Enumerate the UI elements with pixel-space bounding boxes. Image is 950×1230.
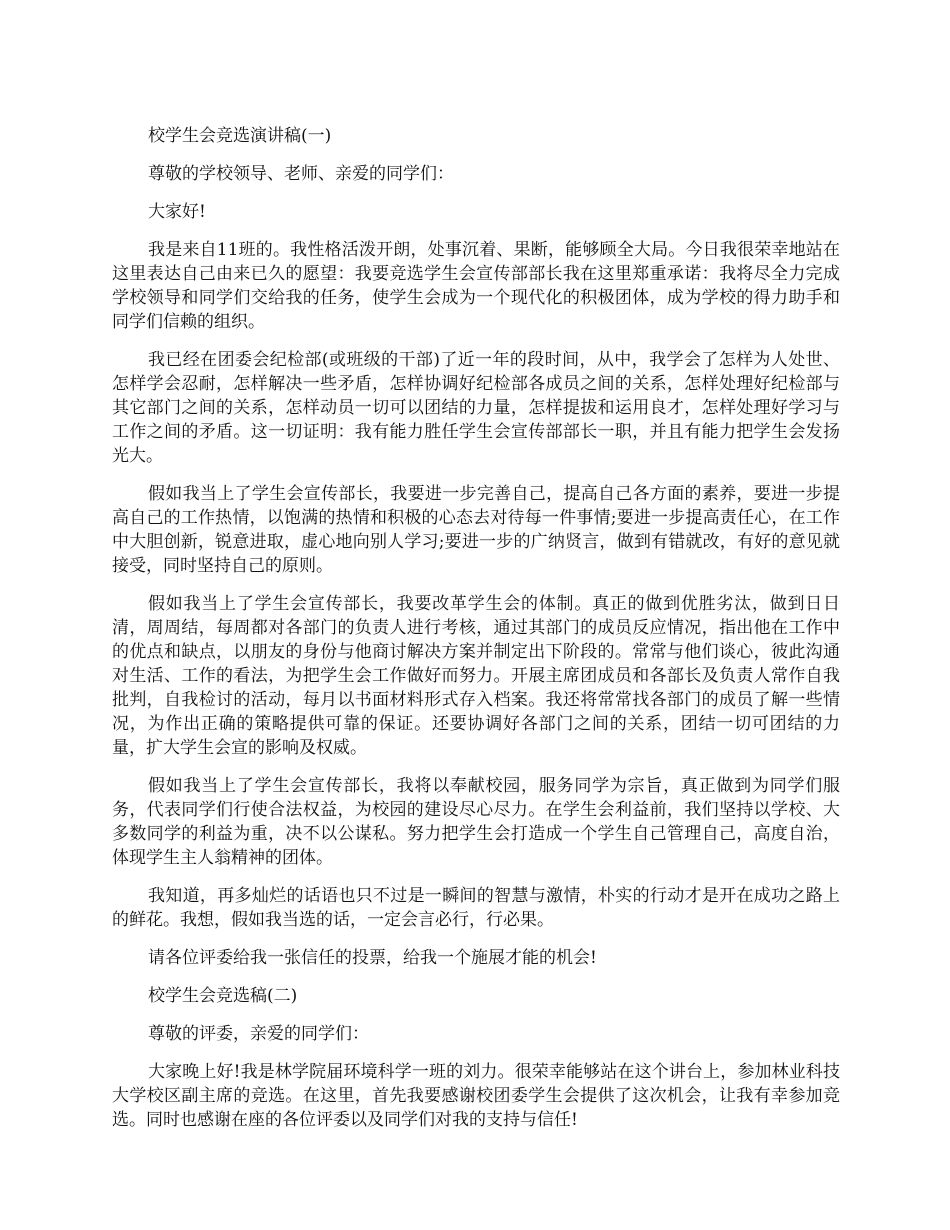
speech-1-salutation: 尊敬的学校领导、老师、亲爱的同学们： <box>148 164 454 184</box>
speech-1-conclusion: 我知道，再多灿烂的话语也只不过是一瞬间的智慧与激情，朴实的行动才是开在成功之路上的鲜花。我想，假如我当选的话，一定会言必行，行必果。 <box>112 886 840 930</box>
speech-1-plan-self-improvement: 假如我当上了学生会宣传部长，我要进一步完善自己，提高自己各方面的素养，要进一步提高自己的工作热情，以饱满的热情和积极的心态去对待每一件事情;要进一步提高责任心，在工作中大胆创新，锐意进取，虚心地向别人学习;要进一步的广纳贤言，做到有错就改，有好的意见就接受，同时坚持自己的原则。 <box>112 484 840 576</box>
document-page <box>112 124 840 1146</box>
speech-2-salutation: 尊敬的评委，亲爱的同学们： <box>148 1024 369 1044</box>
speech-1-experience: 我已经在团委会纪检部(或班级的干部)了近一年的段时间，从中，我学会了怎样为人处世、怎样学会忍耐，怎样解决一些矛盾，怎样协调好纪检部各成员之间的关系，怎样处理好纪检部与其它部门之间的关系，怎样动员一切可以团结的力量，怎样提拔和运用良才，怎样处理好学习与工作之间的矛盾。这一切证明：我有能力胜任学生会宣传部部长一职，并且有能力把学生会发扬光大。 <box>112 350 840 466</box>
speech-1-title: 校学生会竞选演讲稿(一) <box>148 126 332 146</box>
speech-1-plan-reform: 假如我当上了学生会宣传部长，我要改革学生会的体制。真正的做到优胜劣汰，做到日日清，周周结，每周都对各部门的负责人进行考核，通过其部门的成员反应情况，指出他在工作中的优点和缺点，以朋友的身份与他商讨解决方案并制定出下阶段的。常常与他们谈心，彼此沟通对生活、工作的看法，为把学生会工作做好而努力。开展主席团成员和各部长及负责人常作自我批判，自我检讨的活动，每月以书面材料形式存入档案。我还将常常找各部门的成员了解一些情况，为作出正确的策略提供可靠的保证。还要协调好各部门之间的关系，团结一切可团结的力量，扩大学生会宣的影响及权威。 <box>112 594 840 758</box>
speech-2-introduction: 大家晚上好!我是林学院届环境科学一班的刘力。很荣幸能够站在这个讲台上，参加林业科技大学校区副主席的竞选。在这里，首先我要感谢校团委学生会提供了这次机会，让我有幸参加竞选。同时也感谢在座的各位评委以及同学们对我的支持与信任! <box>112 1062 840 1130</box>
speech-2-title: 校学生会竞选稿(二) <box>148 986 298 1006</box>
speech-1-plan-service: 假如我当上了学生会宣传部长，我将以奉献校园，服务同学为宗旨，真正做到为同学们服务，代表同学们行使合法权益，为校园的建设尽心尽力。在学生会利益前，我们坚持以学校、大多数同学的利益为重，决不以公谋私。努力把学生会打造成一个学生自己管理自己，高度自治，体现学生主人翁精神的团体。 <box>112 776 840 868</box>
speech-1-introduction: 我是来自11班的。我性格活泼开朗，处事沉着、果断，能够顾全大局。今日我很荣幸地站在这里表达自己由来已久的愿望：我要竞选学生会宣传部部长我在这里郑重承诺：我将尽全力完成学校领导和同学们交给我的任务，使学生会成为一个现代化的积极团体，成为学校的得力助手和同学们信赖的组织。 <box>112 240 840 332</box>
speech-1-closing: 请各位评委给我一张信任的投票，给我一个施展才能的机会! <box>148 948 597 968</box>
speech-1-greeting: 大家好! <box>148 202 206 222</box>
